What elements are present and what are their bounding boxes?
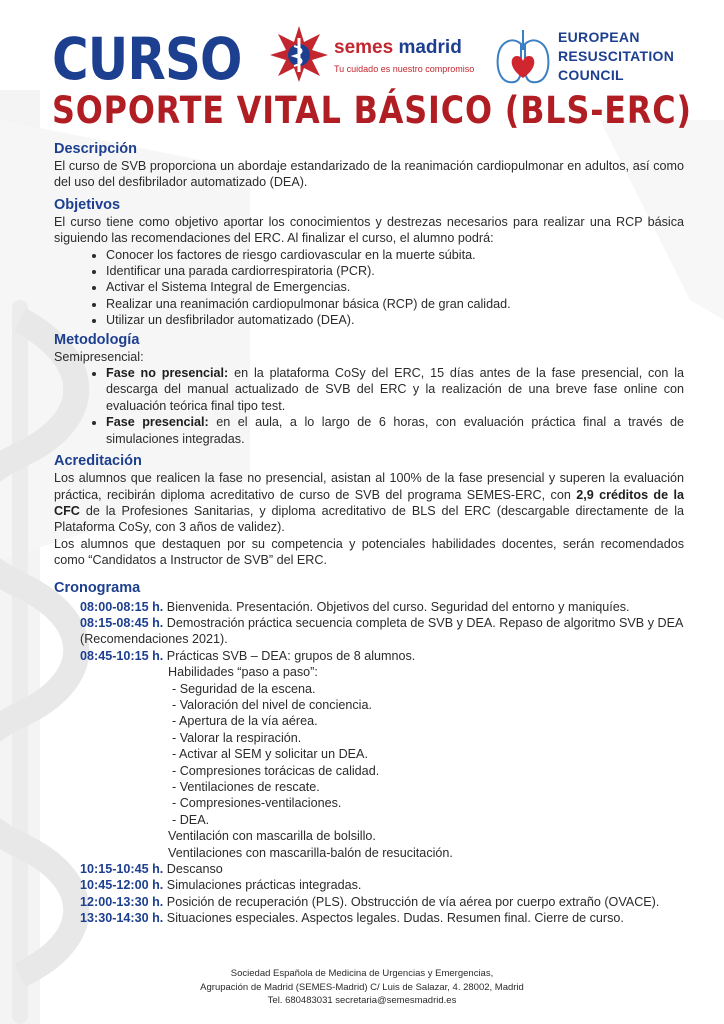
list-item: • Realizar una reanimación cardiopulmonar básica (RCP) de gran calidad.: [106, 296, 684, 312]
skill-extra: Ventilaciones con mascarilla-balón de resucitación.: [168, 845, 453, 860]
list-item: • Activar el Sistema Integral de Emergencias.: [106, 279, 684, 295]
schedule-text: Posición de recuperación (PLS). Obstrucción de vía aérea por cuerpo extraño (OVACE).: [163, 894, 660, 909]
cronograma-schedule: [54, 599, 684, 927]
phase-label: Fase presencial:: [106, 415, 209, 430]
credits-highlight: 2,9 créditos de la CFC: [54, 487, 685, 518]
acreditacion-text-2: Los alumnos que destaquen por su competencia y potenciales habilidades docentes, serán recomendados como “Candidatos a Instructor de SVB” del ERC.: [54, 536, 684, 568]
erc-logo-line3: COUNCIL: [558, 67, 624, 83]
schedule-time: 10:15-10:45 h.: [80, 862, 164, 877]
schedule-text: Bienvenida. Presentación. Objetivos del curso. Seguridad del entorno y maniquíes.: [163, 599, 630, 614]
schedule-text: Prácticas SVB – DEA: grupos de 8 alumnos.: [163, 648, 416, 663]
list-item: [106, 365, 684, 414]
skills-block: [80, 664, 684, 861]
schedule-row: [80, 861, 684, 877]
list-item: • Identificar una parada cardiorrespiratoria (PCR).: [106, 263, 684, 279]
course-content: [54, 140, 684, 927]
skill-item: - Compresiones-ventilaciones.: [172, 796, 342, 811]
page-subtitle: SOPORTE VITAL BÁSICO (BLS-ERC): [52, 89, 692, 132]
lungs-heart-icon: [494, 26, 552, 88]
semes-logo-name-part2: madrid: [398, 37, 462, 58]
section-objetivos: [54, 196, 684, 329]
schedule-time: 08:00-08:15 h.: [80, 599, 164, 614]
schedule-time: 10:45-12:00 h.: [80, 878, 164, 893]
objetivos-list: [54, 247, 684, 329]
objetivos-heading: Objetivos: [54, 196, 121, 213]
schedule-time: 08:45-10:15 h.: [80, 648, 164, 663]
metodologia-heading: Metodología: [54, 331, 140, 348]
skill-item: - Apertura de la vía aérea.: [172, 714, 318, 729]
schedule-time: 08:15-08:45 h.: [80, 615, 164, 630]
skills-list: [168, 681, 684, 829]
schedule-text: Simulaciones prácticas integradas.: [163, 878, 362, 893]
schedule-time: 13:30-14:30 h.: [80, 911, 164, 926]
section-descripcion: [54, 140, 684, 191]
erc-logo-line1: EUROPEAN: [558, 29, 640, 45]
descripcion-heading: Descripción: [54, 141, 137, 157]
erc-logo-line2: RESUSCITATION: [558, 48, 675, 64]
schedule-text: Descanso: [163, 862, 223, 877]
list-item: • Utilizar un desfibrilador automatizado (DEA).: [106, 312, 684, 328]
phase-text: en el aula, a lo largo de 6 horas, con evaluación práctica final a través de simulaciones integradas.: [106, 415, 685, 446]
list-item: • Conocer los factores de riesgo cardiovascular en la muerte súbita.: [106, 247, 684, 263]
acreditacion-heading: Acreditación: [54, 453, 142, 470]
footer-line-2: Agrupación de Madrid (SEMES-Madrid) C/ Luis de Salazar, 4. 28002, Madrid: [200, 981, 524, 993]
semes-logo-tagline: Tu cuidado es nuestro compromiso: [334, 64, 475, 74]
schedule-text: Situaciones especiales. Aspectos legales. Dudas. Resumen final. Cierre de curso.: [163, 911, 624, 926]
semes-madrid-logo: [268, 24, 483, 84]
schedule-row: [80, 615, 684, 648]
section-acreditacion: [54, 452, 684, 568]
phase-text: en la plataforma CoSy del ERC, 15 días antes de la fase presencial, con la descarga del manual actualizado de SVB del ERC y la realización de una breve fase online con evaluación teórica final tipo test.: [106, 366, 684, 413]
list-item: [106, 414, 684, 447]
objetivos-text: El curso tiene como objetivo aportar los conocimientos y destrezas necesarios para realizar una RCP básica siguiendo las recomendaciones del ERC. Al finalizar el curso, el alumno podrá:: [54, 214, 684, 246]
footer: [0, 967, 724, 1008]
page-title: CURSO: [52, 25, 242, 93]
section-metodologia: [54, 331, 684, 447]
skill-item: - Valorar la respiración.: [172, 730, 302, 745]
skill-extra: Ventilación con mascarilla de bolsillo.: [168, 829, 376, 844]
skill-item: - Activar al SEM y solicitar un DEA.: [172, 747, 368, 762]
semes-logo-name-part1: semes: [334, 37, 394, 58]
schedule-text: Demostración práctica secuencia completa de SVB y DEA. Repaso de algoritmo SVB y DEA (Recomendaciones 2021).: [80, 615, 683, 647]
star-of-life-icon: [268, 24, 330, 84]
erc-logo-text: [558, 28, 674, 85]
footer-line-1: Sociedad Española de Medicina de Urgencias y Emergencias,: [230, 968, 494, 979]
schedule-row: [80, 910, 684, 926]
skills-heading: Habilidades “paso a paso”:: [168, 665, 318, 680]
semes-logo-name: [334, 37, 462, 59]
footer-line-3: Tel. 680483031 secretaria@semesmadrid.es: [267, 995, 457, 1006]
schedule-row: [80, 599, 684, 615]
schedule-time: 12:00-13:30 h.: [80, 894, 164, 909]
acreditacion-text-1a: Los alumnos que realicen la fase no presencial, asistan al 100% de la fase presencial y superen la evaluación práctica, recibirán diploma acreditativo de curso de SVB del programa SEMES-ERC, con: [54, 471, 684, 502]
erc-logo: [494, 26, 704, 88]
schedule-row: [80, 648, 684, 664]
metodologia-intro: Semipresencial:: [54, 349, 144, 364]
schedule-row: [80, 894, 684, 910]
skill-item: - Ventilaciones de rescate.: [172, 780, 320, 794]
skill-item: - Seguridad de la escena.: [172, 681, 316, 696]
acreditacion-text-1b: de la Profesiones Sanitarias, y diploma acreditativo de BLS del ERC (descargable directamente de la Plataforma CoSy, con 3 años de validez).: [54, 503, 684, 535]
schedule-row: [80, 877, 684, 893]
metodologia-list: [54, 365, 684, 447]
cronograma-heading: Cronograma: [54, 579, 141, 596]
skill-item: - Valoración del nivel de conciencia.: [172, 697, 372, 712]
descripcion-text: El curso de SVB proporciona un abordaje estandarizado de la reanimación cardiopulmonar en adultos, así como del uso del desfibrilador automatizado (DEA).: [54, 159, 684, 190]
phase-label: Fase no presencial:: [106, 366, 229, 381]
acreditacion-text-1: [54, 470, 684, 536]
skill-item: - DEA.: [172, 812, 210, 827]
skill-item: - Compresiones torácicas de calidad.: [172, 763, 380, 778]
